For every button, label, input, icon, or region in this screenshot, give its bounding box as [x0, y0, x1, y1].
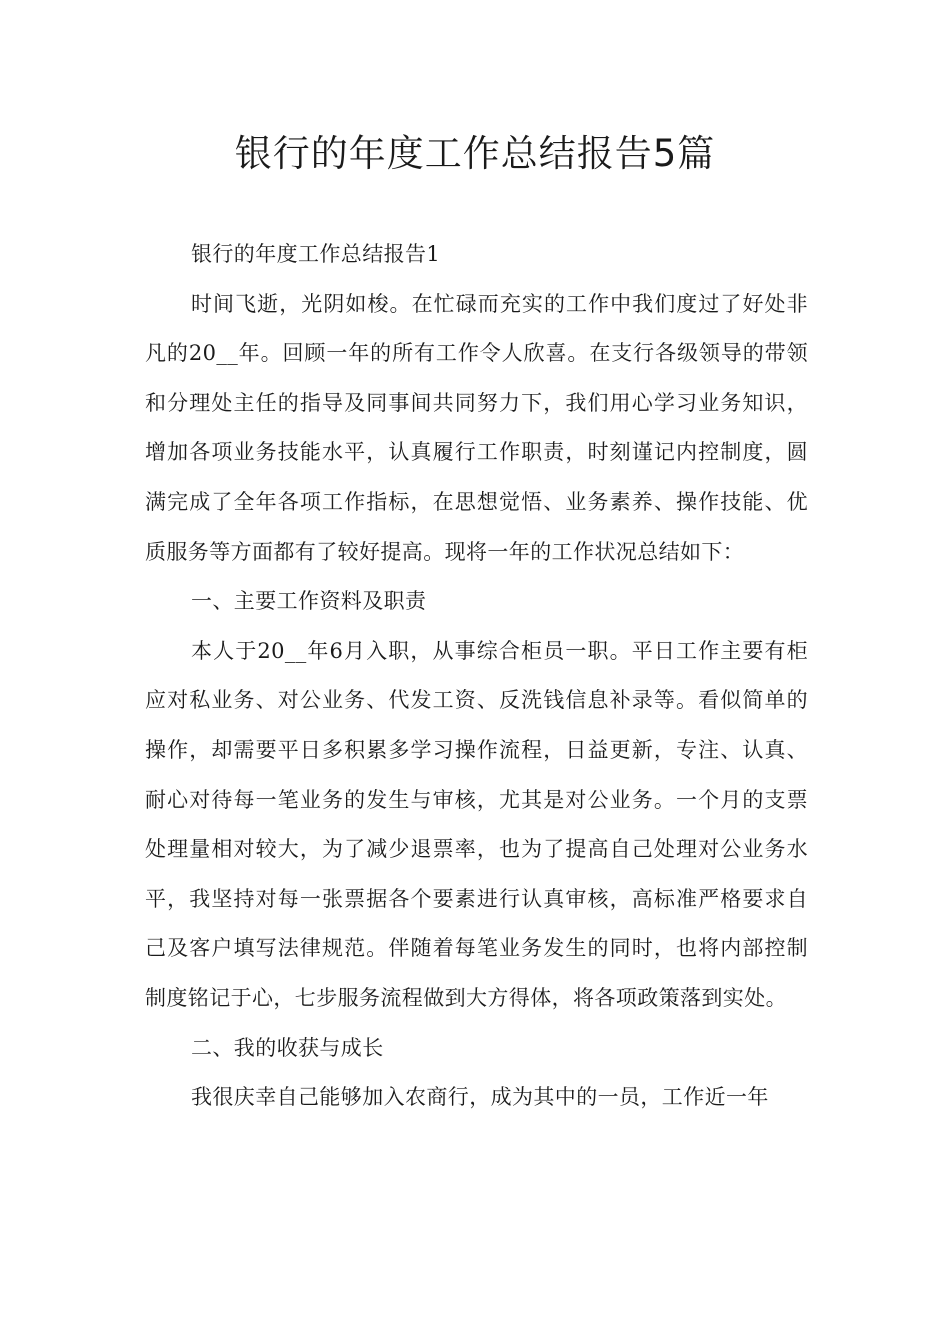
paragraph: 时间飞逝，光阴如梭。在忙碌而充实的工作中我们度过了好处非凡的20__年。回顾一年的所有工作令人欣喜。在支行各级领导的带领和分理处主任的指导及同事间共同努力下，我们用心学习业务知识，增加各项业务技能水平，认真履行工作职责，时刻谨记内控制度，圆满完成了全年各项工作指标，在思想觉悟、业务素养、操作技能、优质服务等方面都有了较好提高。现将一年的工作状况总结如下： [145, 291, 808, 564]
document-title: 银行的年度工作总结报告5篇 [234, 132, 716, 175]
subsection-heading: 二、我的收获与成长 [191, 1035, 384, 1060]
document-body [145, 230, 808, 1123]
paragraph: 我很庆幸自己能够加入农商行，成为其中的一员，工作近一年 [191, 1085, 769, 1110]
subsection-heading: 一、主要工作资料及职责 [191, 589, 427, 614]
paragraph: 本人于20__年6月入职，从事综合柜员一职。平日工作主要有柜应对私业务、对公业务、代发工资、反洗钱信息补录等。看似简单的操作，却需要平日多积累多学习操作流程，日益更新，专注、认真、耐心对待每一笔业务的发生与审核，尤其是对公业务。一个月的支票处理量相对较大，为了减少退票率，也为了提高自己处理对公业务水平，我坚持对每一张票据各个要素进行认真审核，高标准严格要求自己及客户填写法律规范。伴随着每笔业务发生的同时，也将内部控制制度铭记于心，七步服务流程做到大方得体，将各项政策落到实处。 [145, 638, 808, 1010]
section-heading: 银行的年度工作总结报告1 [191, 242, 441, 266]
